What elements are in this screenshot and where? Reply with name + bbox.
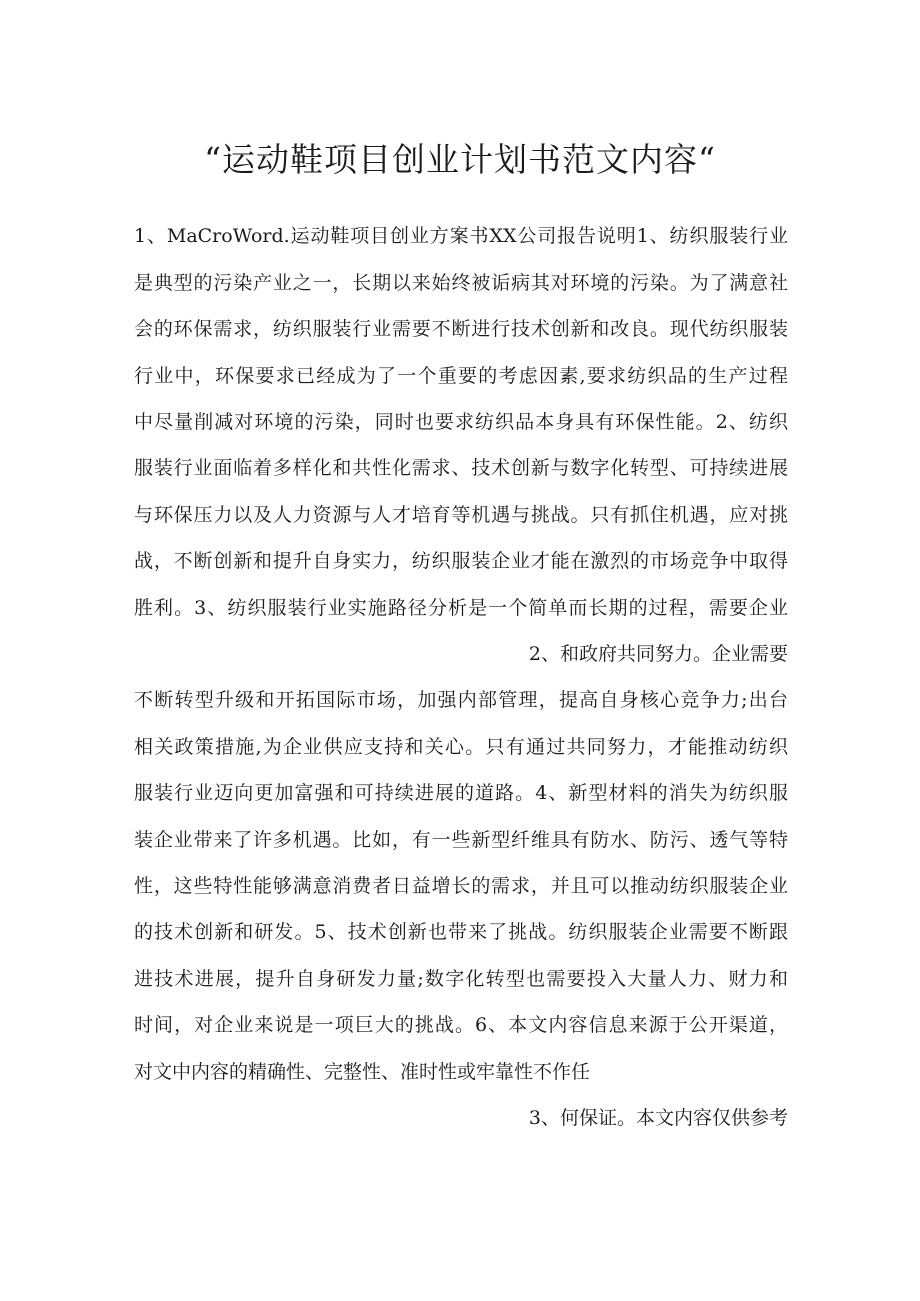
- paragraph-line: 服装行业迈向更加富强和可持续进展的道路。4、新型材料的消失为纺织服: [134, 782, 788, 804]
- page-break-line: 3、何保证。本文内容仅供参考: [528, 1107, 788, 1129]
- paragraph-line: 进技术进展，提升自身研发力量;数字化转型也需要投入大量人力、财力和: [134, 968, 788, 990]
- document-title: “运动鞋项目创业计划书范文内容“: [204, 140, 716, 179]
- paragraph-line: 相关政策措施,为企业供应支持和关心。只有通过共同努力，才能推动纺织: [134, 736, 788, 758]
- paragraph-line: 与环保压力以及人力资源与人才培育等机遇与挑战。只有抓住机遇，应对挑: [134, 504, 788, 526]
- paragraph-line: 胜利。3、纺织服装行业实施路径分析是一个简单而长期的过程，需要企业: [134, 597, 788, 619]
- paragraph-line: 会的环保需求，纺织服装行业需要不断进行技术创新和改良。现代纺织服装: [134, 318, 788, 340]
- paragraph-line: 战，不断创新和提升自身实力，纺织服装企业才能在激烈的市场竞争中取得: [134, 550, 788, 572]
- paragraph-line: 是典型的污染产业之一，长期以来始终被诟病其对环境的污染。为了满意社: [134, 272, 788, 294]
- paragraph-line: 服装行业面临着多样化和共性化需求、技术创新与数字化转型、可持续进展: [134, 457, 788, 479]
- paragraph-line: 不断转型升级和开拓国际市场，加强内部管理，提高自身核心竞争力;出台: [134, 689, 788, 711]
- paragraph-line: 行业中，环保要求已经成为了一个重要的考虑因素,要求纺织品的生产过程: [134, 365, 788, 387]
- paragraph-line: 1、MaCroWord.运动鞋项目创业方案书XX公司报告说明1、纺织服装行业: [134, 225, 788, 247]
- paragraph-line: 装企业带来了许多机遇。比如，有一些新型纤维具有防水、防污、透气等特: [134, 829, 788, 851]
- paragraph-line: 性，这些特性能够满意消费者日益增长的需求，并且可以推动纺织服装企业: [134, 875, 788, 897]
- paragraph-line: 的技术创新和研发。5、技术创新也带来了挑战。纺织服装企业需要不断跟: [134, 921, 788, 943]
- paragraph-line: 对文中内容的精确性、完整性、准时性或牢靠性不作任: [134, 1061, 591, 1083]
- paragraph-line: 时间，对企业来说是一项巨大的挑战。6、本文内容信息来源于公开渠道，: [134, 1014, 788, 1036]
- paragraph-line: 中尽量削减对环境的污染，同时也要求纺织品本身具有环保性能。2、纺织: [134, 411, 788, 433]
- page-break-line: 2、和政府共同努力。企业需要: [528, 643, 788, 665]
